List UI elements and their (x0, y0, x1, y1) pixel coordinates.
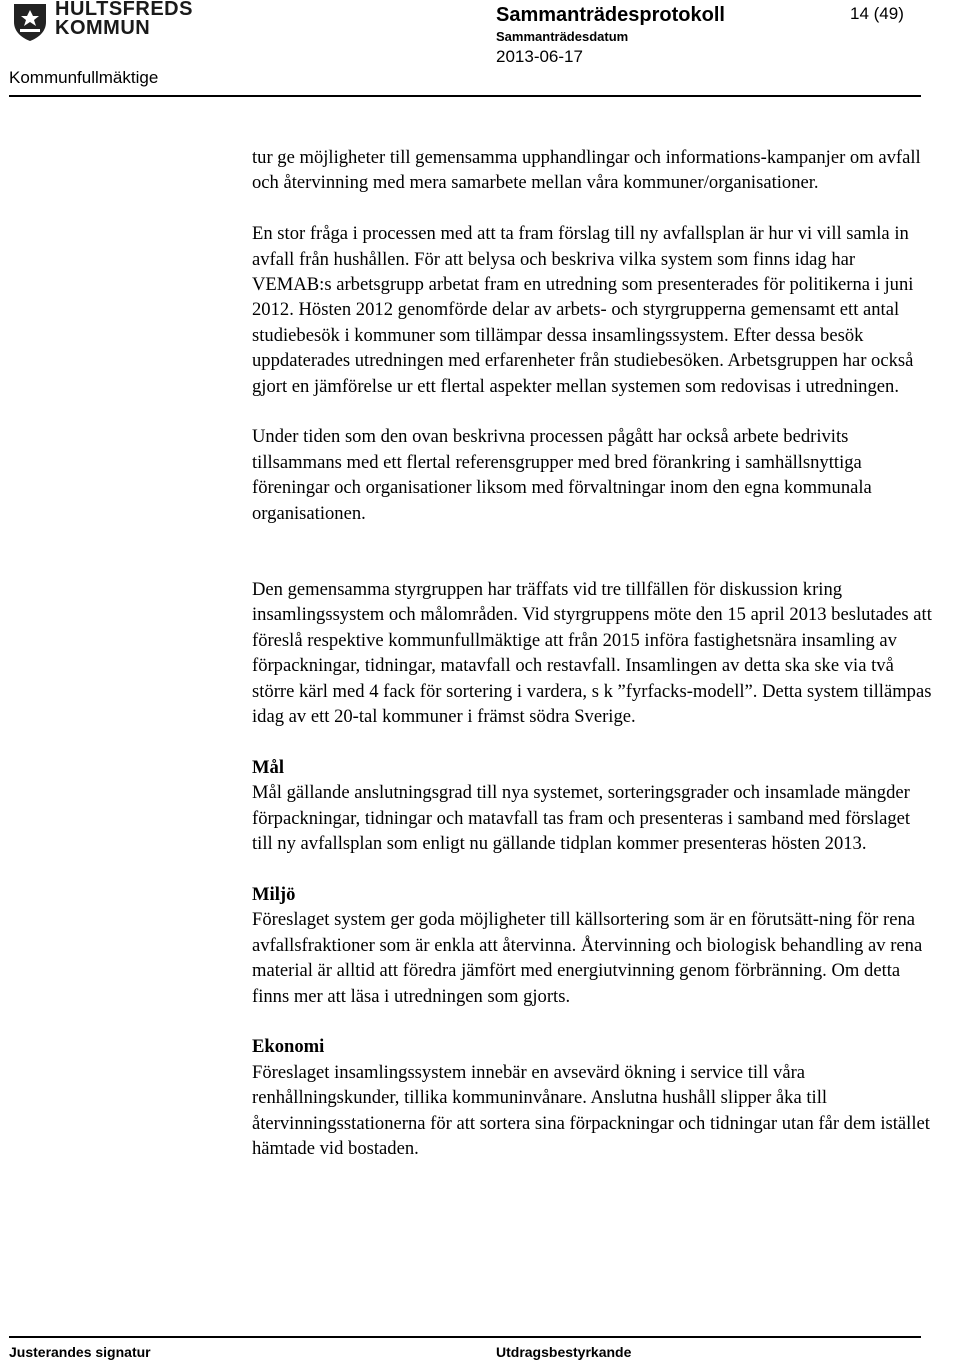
document-body (252, 145, 932, 1161)
footer-divider (9, 1336, 921, 1338)
section-heading-miljo: Miljö (252, 883, 296, 905)
paragraph: Mål gällande anslutningsgrad till nya systemet, sorteringsgrader och insamlade mängder förpackningar, tidningar och matavfall tas fram och presenteras i samband med förslaget till ny avfallsplan som enligt nu gällande tidplan kommer presenteras hösten 2013. (252, 782, 911, 855)
body-name: Kommunfullmäktige (9, 68, 159, 87)
paragraph: Föreslaget insamlingssystem innebär en avsevärd ökning i service till våra renhållningskunder, tillika kommuninvånare. Anslutna hushåll slipper åka till återvinningsstationerna för att sortera sina förpackningar och tidningar utan får dem istället hämtade vid bostaden. (252, 1061, 930, 1159)
extract-certification-label: Utdragsbestyrkande (496, 1344, 632, 1360)
paragraph: En stor fråga i processen med att ta fram förslag till ny avfallsplan är hur vi vill samla in avfall från hushållen. För att belysa och beskriva vilka system som finns idag har VEMAB:s arbetsgrupp arbetat fram en utredning som presenterades för politikerna i juni 2012. Hösten 2012 genomförde delar av arbets- och styrgrupperna gemensamt ett antal studiebesök i kommuner som tillämpar dessa insamlingssystem. Efter dessa besök uppdaterades utredningen med erfarenheter från studiebesöken. Arbetsgruppen har också gjort en jämförelse ur ett flertal aspekter mellan systemen som redovisas i utredningen. (252, 223, 914, 397)
paragraph: Föreslaget system ger goda möjligheter till källsortering som är en förutsätt-ning för rena avfallsfraktioner som är enkla att återvinna. Återvinning och biologisk behandling av rena material är alltid att föredra jämfört med energiutvinning genom förbränning. Om detta finns mer att läsa i utredningen som gjorts. (252, 909, 923, 1007)
municipality-logo (12, 0, 192, 46)
logo-line-2: KOMMUN (55, 17, 151, 39)
paragraph: tur ge möjligheter till gemensamma upphandlingar och informations-kampanjer om avfall och återvinning med mera samarbete mellan våra kommuner/organisationer. (252, 147, 921, 194)
logo-wordmark (55, 0, 193, 38)
meeting-date: 2013-06-17 (496, 47, 583, 66)
paragraph: Den gemensamma styrgruppen har träffats vid tre tillfällen för diskussion kring insamlingssystem och målområden. Vid styrgruppens möte den 15 april 2013 beslutades att föreslå respektive kommunfullmäktige att från 2015 införa fastighetsnära insamling av förpackningar, tidningar, matavfall och restavfall. Insamlingen av detta ska ske via två större kärl med 4 fack för sortering i vardera, s k ”fyrfacks-modell”. Detta system tillämpas idag av ett 20-tal kommuner i främst södra Sverige. (252, 579, 932, 728)
coat-of-arms-icon (12, 2, 48, 42)
meeting-date-label: Sammanträdesdatum (496, 29, 629, 44)
paragraph: Under tiden som den ovan beskrivna processen pågått har också arbete bedrivits tillsammans med ett flertal referensgrupper med bred förankring i samhällsnyttiga föreningar och organisationer liksom med förvaltningar inom den egna kommunala organisationen. (252, 426, 872, 524)
section-heading-ekonomi: Ekonomi (252, 1036, 325, 1058)
header-divider (9, 95, 921, 97)
signature-label: Justerandes signatur (9, 1344, 151, 1360)
page-number: 14 (49) (850, 4, 904, 23)
logo-line-1: HULTSFREDS (55, 0, 193, 20)
document-title: Sammanträdesprotokoll (496, 4, 725, 26)
page-footer (0, 1330, 960, 1363)
section-heading-mal: Mål (252, 756, 285, 778)
page-header (0, 0, 960, 97)
